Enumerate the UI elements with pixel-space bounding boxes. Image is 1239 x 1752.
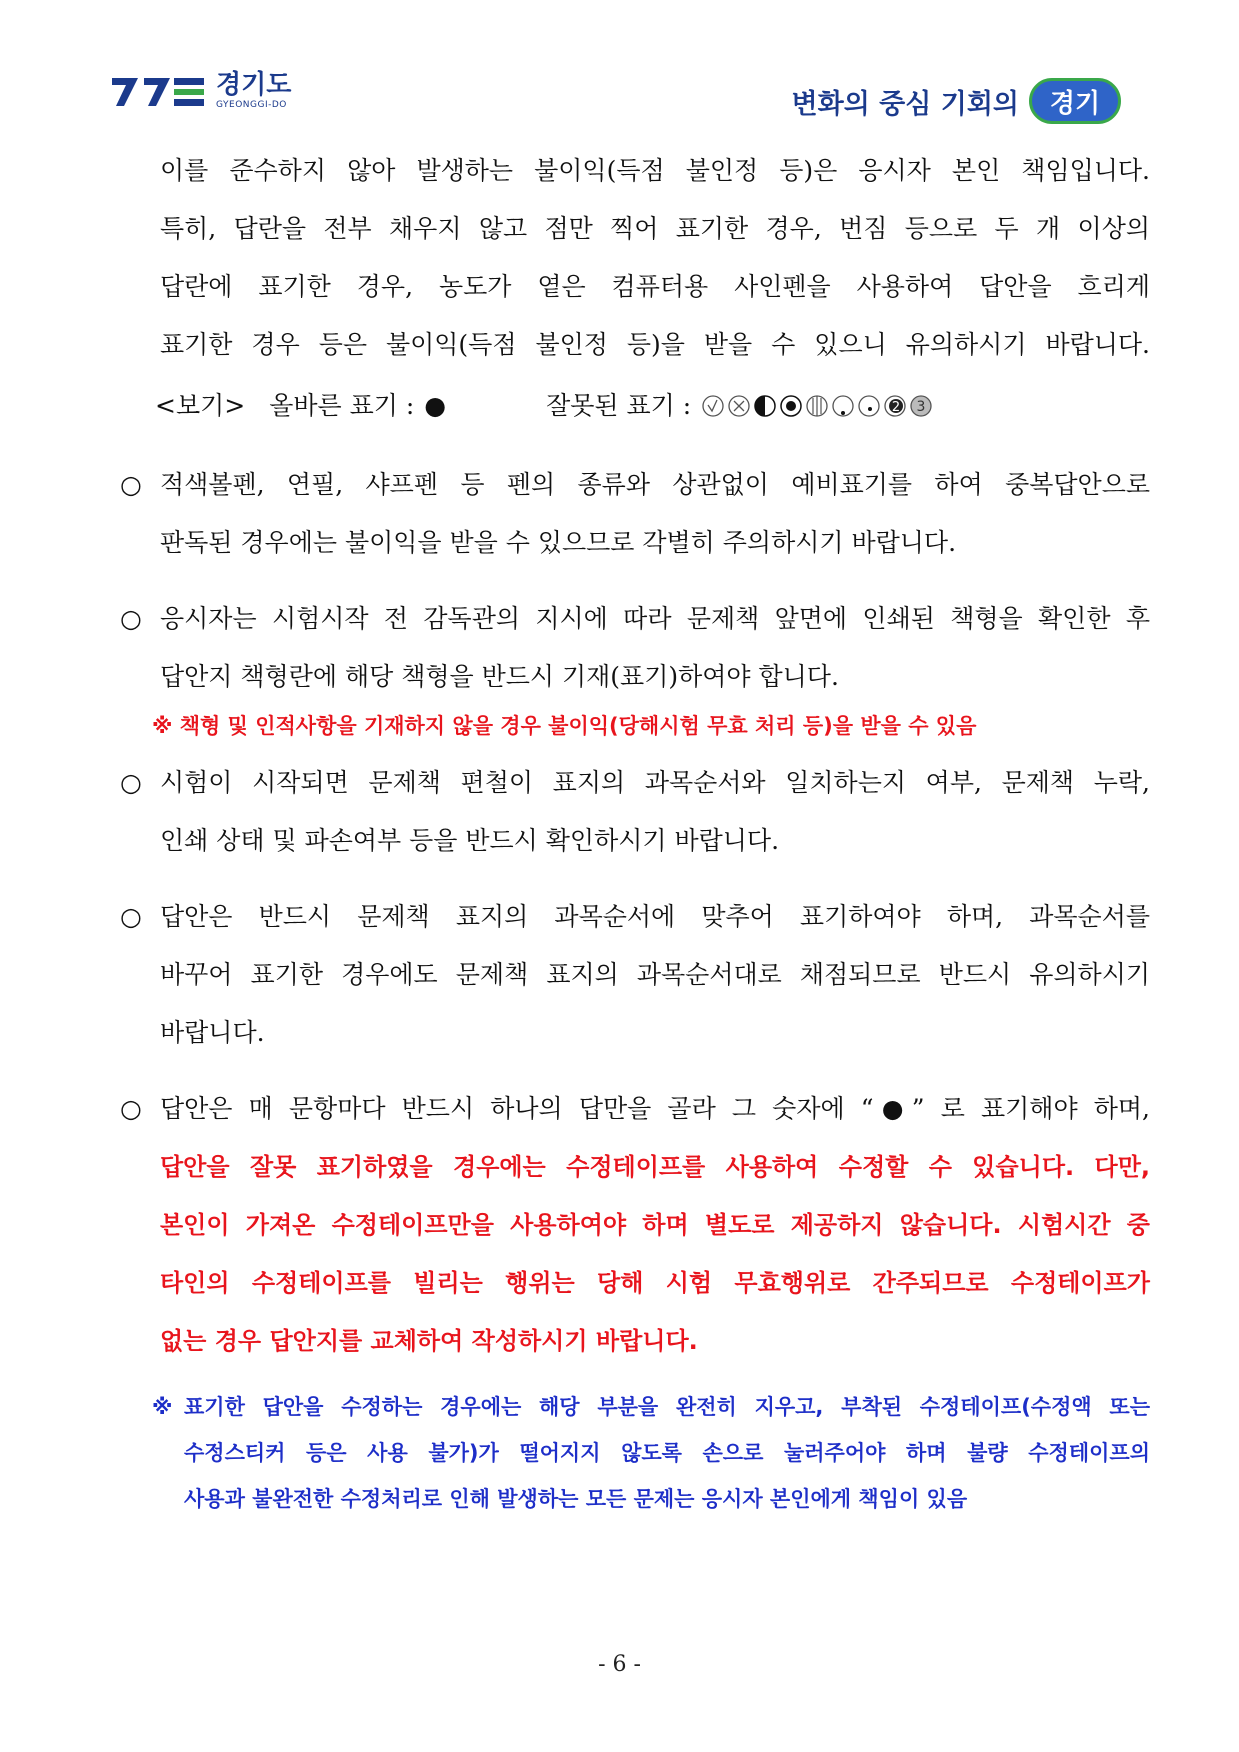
wrong-mark-label: 잘못된 표기 : — [546, 391, 692, 420]
section-subject-order — [120, 888, 1150, 1062]
correction-note — [120, 1384, 1150, 1522]
dot-center-circle-icon — [857, 394, 881, 418]
bullet-circle: ○ — [120, 768, 142, 797]
intro-paragraph — [120, 142, 1150, 374]
correction-note-line: 표기한 답안을 수정하는 경우에는 해당 부분을 완전히 지우고, 부착된 수정테이프(수정액 또는 — [184, 1395, 1150, 1419]
section-line: 답안지 책형란에 해당 책형을 반드시 기재(표기)하여야 합니다. — [160, 662, 839, 691]
note-mark: ※ — [152, 1395, 173, 1419]
bullet-circle: ○ — [120, 902, 142, 931]
logo-korean-text: 경기도 — [216, 70, 292, 100]
intro-line: 특히, 답란을 전부 채우지 않고 점만 찍어 표기한 경우, 번짐 등으로 두 개 이상의 — [160, 214, 1150, 243]
number-2-text: 2 — [892, 400, 901, 415]
correction-note-line: 사용과 불완전한 수정처리로 인해 발생하는 모든 문제는 응시자 본인에게 책임이 있음 — [184, 1487, 968, 1511]
slogan-logo — [792, 78, 1121, 124]
number-3-circle-icon — [909, 394, 933, 418]
intro-line: 답란에 표기한 경우, 농도가 옅은 컴퓨터용 사인펜을 사용하여 답안을 흐리게 — [160, 272, 1150, 301]
section-red-pen-warning — [120, 456, 1150, 572]
section-line: 응시자는 시험시작 전 감독관의 지시에 따라 문제책 앞면에 인쇄된 책형을 확인한 후 — [160, 604, 1150, 633]
correction-tape-line: 답안을 잘못 표기하였을 경우에는 수정테이프를 사용하여 수정할 수 있습니다. 다만, — [160, 1153, 1150, 1181]
marking-example — [120, 374, 1150, 438]
correction-tape-line: 본인이 가져온 수정테이프만을 사용하여야 하며 별도로 제공하지 않습니다. 시험시간 중 — [160, 1211, 1150, 1239]
dot-bottom-circle-icon — [831, 394, 855, 418]
section-line: 적색볼펜, 연필, 샤프펜 등 펜의 종류와 상관없이 예비표기를 하여 중복답안으로 — [160, 470, 1150, 499]
correction-tape-line: 타인의 수정테이프를 빌리는 행위는 당해 시험 무효행위로 간주되므로 수정테이프가 — [160, 1269, 1150, 1297]
correct-mark: ● — [424, 391, 447, 420]
section-line: 답안은 반드시 문제책 표지의 과목순서에 맞추어 표기하여야 하며, 과목순서를 — [160, 902, 1150, 931]
slogan-badge: 경기 — [1029, 78, 1121, 124]
section-line: 답안은 매 문항마다 반드시 하나의 답만을 골라 그 숫자에 “●” 로 표기해야 하며, — [160, 1094, 1150, 1123]
number-2-circle-icon — [883, 394, 907, 418]
bullet-circle: ○ — [120, 604, 142, 633]
gyeonggi-logo — [110, 72, 291, 110]
striped-circle-icon — [805, 394, 829, 418]
section-answer-correction — [120, 1080, 1150, 1370]
page-number: - 6 - — [598, 1652, 641, 1677]
section-line: 바꾸어 표기한 경우에도 문제책 표지의 과목순서대로 채점되므로 반드시 유의하시기 — [160, 960, 1150, 989]
correction-tape-line: 없는 경우 답안지를 교체하여 작성하시기 바랍니다. — [160, 1327, 698, 1355]
check-circle-icon — [701, 394, 725, 418]
section-line: 인쇄 상태 및 파손여부 등을 반드시 확인하시기 바랍니다. — [160, 826, 780, 855]
gyeonggi-logo-icon — [110, 74, 206, 108]
section-line: 바랍니다. — [160, 1018, 265, 1047]
dot-in-circle-icon — [779, 394, 803, 418]
correct-mark-label: 올바른 표기 : — [269, 391, 415, 420]
section-booklet-type — [120, 590, 1150, 706]
correction-note-line: 수정스티커 등은 사용 불가)가 떨어지지 않도록 손으로 눌러주어야 하며 불량 수정테이프의 — [184, 1441, 1150, 1465]
bullet-circle: ○ — [120, 470, 142, 499]
booklet-type-note: ※ 책형 및 인적사항을 기재하지 않을 경우 불이익(당해시험 무효 처리 등)을 받을 수 있음 — [152, 714, 977, 738]
bullet-circle: ○ — [120, 1094, 142, 1123]
page-header — [0, 0, 1239, 140]
section-line: 시험이 시작되면 문제책 편철이 표지의 과목순서와 일치하는지 여부, 문제책 누락, — [160, 768, 1150, 797]
logo-english-text: GYEONGGI-DO — [216, 100, 287, 110]
intro-line: 표기한 경우 등은 불이익(득점 불인정 등)을 받을 수 있으니 유의하시기 바랍니다. — [160, 330, 1150, 359]
section-line: 판독된 경우에는 불이익을 받을 수 있으므로 각별히 주의하시기 바랍니다. — [160, 528, 957, 557]
wrong-marks — [701, 394, 935, 418]
intro-line: 이를 준수하지 않아 발생하는 불이익(득점 불인정 등)은 응시자 본인 책임입니다. — [160, 156, 1150, 185]
slogan-text: 변화의 중심 기회의 — [791, 88, 1019, 120]
section-booklet-check — [120, 754, 1150, 870]
half-filled-circle-icon — [753, 394, 777, 418]
document-body — [120, 142, 1150, 1522]
number-3-text: 3 — [916, 399, 926, 415]
example-label: <보기> — [155, 391, 246, 420]
x-circle-icon — [727, 394, 751, 418]
